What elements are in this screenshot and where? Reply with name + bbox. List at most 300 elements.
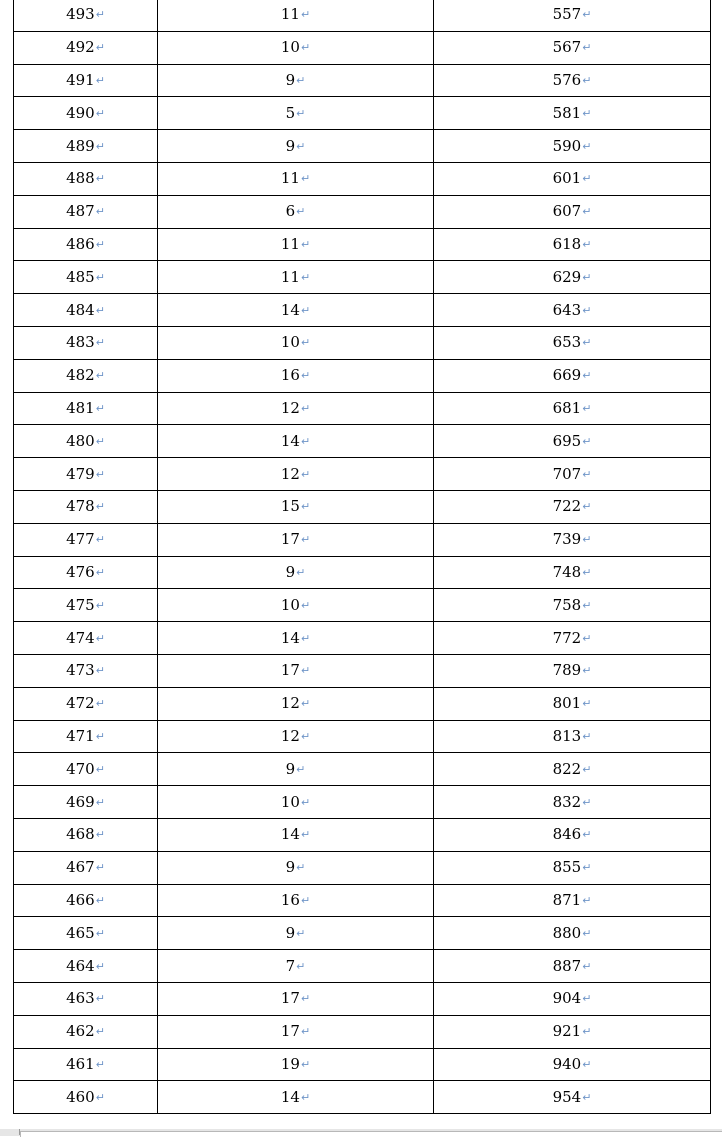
count-cell[interactable] (158, 950, 434, 983)
paragraph-mark-icon: ↵ (582, 533, 592, 547)
cell-value: 480 (66, 431, 95, 450)
paragraph-mark-icon: ↵ (296, 139, 306, 153)
cell-value: 470 (66, 759, 95, 778)
paragraph-mark-icon: ↵ (95, 926, 105, 940)
count-cell[interactable] (158, 917, 434, 950)
paragraph-mark-icon: ↵ (95, 205, 105, 219)
cumulative-cell[interactable] (434, 654, 711, 687)
cumulative-cell[interactable] (434, 130, 711, 163)
count-cell[interactable] (158, 523, 434, 556)
paragraph-mark-icon: ↵ (296, 73, 306, 87)
cumulative-cell[interactable] (434, 97, 711, 130)
paragraph-mark-icon: ↵ (300, 1057, 311, 1071)
table-row (14, 97, 711, 130)
cumulative-cell[interactable] (434, 1015, 711, 1048)
table-row (14, 687, 711, 720)
paragraph-mark-icon: ↵ (582, 1025, 592, 1039)
cell-value: 7 (285, 956, 296, 975)
score-cell[interactable] (14, 851, 158, 884)
cell-value: 490 (66, 103, 95, 122)
score-cell[interactable] (14, 1015, 158, 1048)
cell-value: 12 (280, 726, 300, 745)
paragraph-mark-icon: ↵ (296, 762, 306, 776)
paragraph-mark-icon: ↵ (300, 828, 311, 842)
cell-value: 481 (66, 398, 95, 417)
cumulative-cell[interactable] (434, 884, 711, 917)
table-row (14, 982, 711, 1015)
cell-value: 475 (66, 595, 95, 614)
paragraph-mark-icon: ↵ (582, 828, 592, 842)
cell-value: 462 (66, 1022, 95, 1041)
paragraph-mark-icon: ↵ (296, 205, 306, 219)
paragraph-mark-icon: ↵ (300, 533, 311, 547)
cell-value: 590 (552, 136, 582, 155)
paragraph-mark-icon: ↵ (95, 729, 105, 743)
paragraph-mark-icon: ↵ (95, 992, 105, 1006)
score-cell[interactable] (14, 982, 158, 1015)
cumulative-cell[interactable] (434, 1081, 711, 1114)
score-cell[interactable] (14, 950, 158, 983)
table-row (14, 162, 711, 195)
score-cell[interactable] (14, 64, 158, 97)
cell-value: 846 (552, 825, 582, 844)
score-cell[interactable] (14, 261, 158, 294)
cell-value: 487 (66, 202, 95, 221)
paragraph-mark-icon: ↵ (300, 893, 311, 907)
cell-value: 789 (552, 661, 582, 680)
paragraph-mark-icon: ↵ (296, 565, 306, 579)
cell-value: 17 (280, 661, 300, 680)
score-cell[interactable] (14, 458, 158, 491)
cell-value: 19 (280, 1054, 300, 1073)
cell-value: 11 (280, 234, 300, 253)
paragraph-mark-icon: ↵ (300, 729, 311, 743)
table-row (14, 589, 711, 622)
count-cell[interactable] (158, 753, 434, 786)
cell-value: 11 (280, 5, 300, 24)
score-cell[interactable] (14, 786, 158, 819)
table-row (14, 884, 711, 917)
score-cell[interactable] (14, 720, 158, 753)
paragraph-mark-icon: ↵ (296, 926, 306, 940)
paragraph-mark-icon: ↵ (582, 565, 592, 579)
paragraph-mark-icon: ↵ (300, 303, 311, 317)
count-cell[interactable] (158, 228, 434, 261)
cell-value: 707 (552, 464, 582, 483)
score-cell[interactable] (14, 0, 158, 31)
cell-value: 477 (66, 530, 95, 549)
cumulative-cell[interactable] (434, 622, 711, 655)
cell-value: 801 (552, 694, 582, 713)
score-cell[interactable] (14, 359, 158, 392)
paragraph-mark-icon: ↵ (95, 533, 105, 547)
paragraph-mark-icon: ↵ (95, 861, 105, 875)
score-cell[interactable] (14, 228, 158, 261)
cumulative-cell[interactable] (434, 786, 711, 819)
cumulative-cell[interactable] (434, 720, 711, 753)
score-cell[interactable] (14, 31, 158, 64)
cell-value: 17 (280, 989, 300, 1008)
cumulative-cell[interactable] (434, 490, 711, 523)
cumulative-cell[interactable] (434, 589, 711, 622)
cell-value: 6 (285, 202, 296, 221)
count-cell[interactable] (158, 392, 434, 425)
cell-value: 14 (280, 825, 300, 844)
score-cell[interactable] (14, 654, 158, 687)
table-row (14, 1081, 711, 1114)
cumulative-cell[interactable] (434, 458, 711, 491)
paragraph-mark-icon: ↵ (95, 237, 105, 251)
cell-value: 772 (552, 628, 582, 647)
paragraph-mark-icon: ↵ (582, 467, 592, 481)
cell-value: 9 (285, 923, 296, 942)
table-row (14, 359, 711, 392)
score-cell[interactable] (14, 490, 158, 523)
table-row (14, 818, 711, 851)
table-row (14, 195, 711, 228)
cell-value: 758 (552, 595, 582, 614)
cell-value: 10 (280, 333, 300, 352)
cell-value: 16 (280, 890, 300, 909)
count-cell[interactable] (158, 884, 434, 917)
paragraph-mark-icon: ↵ (95, 401, 105, 415)
paragraph-mark-icon: ↵ (95, 434, 105, 448)
paragraph-mark-icon: ↵ (95, 893, 105, 907)
cell-value: 482 (66, 366, 95, 385)
cell-value: 474 (66, 628, 95, 647)
cumulative-cell[interactable] (434, 917, 711, 950)
cell-value: 669 (552, 366, 582, 385)
cell-value: 464 (66, 956, 95, 975)
cumulative-cell[interactable] (434, 753, 711, 786)
count-cell[interactable] (158, 556, 434, 589)
count-cell[interactable] (158, 1015, 434, 1048)
paragraph-mark-icon: ↵ (582, 762, 592, 776)
count-cell[interactable] (158, 326, 434, 359)
next-page-edge (20, 1131, 722, 1137)
paragraph-mark-icon: ↵ (95, 336, 105, 350)
count-cell[interactable] (158, 818, 434, 851)
paragraph-mark-icon: ↵ (300, 237, 311, 251)
paragraph-mark-icon: ↵ (582, 1090, 592, 1104)
score-cell[interactable] (14, 884, 158, 917)
paragraph-mark-icon: ↵ (95, 1057, 105, 1071)
score-cell[interactable] (14, 162, 158, 195)
table-row (14, 326, 711, 359)
cell-value: 832 (552, 792, 582, 811)
cell-value: 14 (280, 1087, 300, 1106)
cell-value: 493 (66, 5, 95, 24)
cell-value: 722 (552, 497, 582, 516)
cell-value: 681 (552, 398, 582, 417)
paragraph-mark-icon: ↵ (582, 369, 592, 383)
score-cell[interactable] (14, 589, 158, 622)
score-cell[interactable] (14, 392, 158, 425)
paragraph-mark-icon: ↵ (582, 893, 592, 907)
table-row (14, 458, 711, 491)
count-cell[interactable] (158, 1048, 434, 1081)
cell-value: 855 (552, 858, 582, 877)
score-cell[interactable] (14, 523, 158, 556)
count-cell[interactable] (158, 195, 434, 228)
cell-value: 15 (280, 497, 300, 516)
cell-value: 10 (280, 595, 300, 614)
cell-value: 12 (280, 464, 300, 483)
score-distribution-table (13, 0, 711, 1114)
table-row (14, 64, 711, 97)
table-row (14, 0, 711, 31)
count-cell[interactable] (158, 589, 434, 622)
paragraph-mark-icon: ↵ (300, 41, 311, 55)
paragraph-mark-icon: ↵ (95, 565, 105, 579)
score-cell[interactable] (14, 195, 158, 228)
paragraph-mark-icon: ↵ (582, 598, 592, 612)
paragraph-mark-icon: ↵ (95, 369, 105, 383)
cumulative-cell[interactable] (434, 195, 711, 228)
paragraph-mark-icon: ↵ (95, 139, 105, 153)
count-cell[interactable] (158, 687, 434, 720)
count-cell[interactable] (158, 654, 434, 687)
paragraph-mark-icon: ↵ (300, 8, 311, 22)
paragraph-mark-icon: ↵ (296, 959, 306, 973)
count-cell[interactable] (158, 31, 434, 64)
score-cell[interactable] (14, 917, 158, 950)
cell-value: 567 (552, 38, 582, 57)
score-cell[interactable] (14, 622, 158, 655)
cell-value: 476 (66, 562, 95, 581)
cell-value: 5 (285, 103, 296, 122)
cell-value: 576 (552, 70, 582, 89)
paragraph-mark-icon: ↵ (582, 861, 592, 875)
table-row (14, 228, 711, 261)
cell-value: 871 (552, 890, 582, 909)
cumulative-cell[interactable] (434, 326, 711, 359)
count-cell[interactable] (158, 64, 434, 97)
cumulative-cell[interactable] (434, 294, 711, 327)
cell-value: 739 (552, 530, 582, 549)
cell-value: 9 (285, 858, 296, 877)
table-row (14, 261, 711, 294)
table-row (14, 654, 711, 687)
paragraph-mark-icon: ↵ (300, 500, 311, 514)
table-row (14, 720, 711, 753)
paragraph-mark-icon: ↵ (300, 992, 311, 1006)
cell-value: 813 (552, 726, 582, 745)
cumulative-cell[interactable] (434, 64, 711, 97)
cell-value: 489 (66, 136, 95, 155)
paragraph-mark-icon: ↵ (582, 106, 592, 120)
paragraph-mark-icon: ↵ (300, 467, 311, 481)
paragraph-mark-icon: ↵ (95, 664, 105, 678)
table-row (14, 917, 711, 950)
table-row (14, 753, 711, 786)
paragraph-mark-icon: ↵ (300, 1090, 311, 1104)
cell-value: 17 (280, 1022, 300, 1041)
paragraph-mark-icon: ↵ (300, 401, 311, 415)
paragraph-mark-icon: ↵ (95, 73, 105, 87)
count-cell[interactable] (158, 359, 434, 392)
paragraph-mark-icon: ↵ (300, 172, 311, 186)
cell-value: 822 (552, 759, 582, 778)
cell-value: 14 (280, 431, 300, 450)
paragraph-mark-icon: ↵ (300, 369, 311, 383)
cell-value: 629 (552, 267, 582, 286)
table-row (14, 1015, 711, 1048)
cumulative-cell[interactable] (434, 556, 711, 589)
cell-value: 465 (66, 923, 95, 942)
paragraph-mark-icon: ↵ (300, 795, 311, 809)
cell-value: 17 (280, 530, 300, 549)
cumulative-cell[interactable] (434, 851, 711, 884)
count-cell[interactable] (158, 0, 434, 31)
paragraph-mark-icon: ↵ (582, 992, 592, 1006)
paragraph-mark-icon: ↵ (582, 434, 592, 448)
count-cell[interactable] (158, 1081, 434, 1114)
paragraph-mark-icon: ↵ (300, 697, 311, 711)
score-cell[interactable] (14, 326, 158, 359)
cumulative-cell[interactable] (434, 687, 711, 720)
cumulative-cell[interactable] (434, 359, 711, 392)
count-cell[interactable] (158, 294, 434, 327)
cumulative-cell[interactable] (434, 31, 711, 64)
cumulative-cell[interactable] (434, 950, 711, 983)
cell-value: 479 (66, 464, 95, 483)
paragraph-mark-icon: ↵ (582, 139, 592, 153)
cumulative-cell[interactable] (434, 261, 711, 294)
score-cell[interactable] (14, 556, 158, 589)
paragraph-mark-icon: ↵ (95, 795, 105, 809)
paragraph-mark-icon: ↵ (582, 8, 592, 22)
cumulative-cell[interactable] (434, 228, 711, 261)
cell-value: 748 (552, 562, 582, 581)
score-cell[interactable] (14, 130, 158, 163)
cumulative-cell[interactable] (434, 0, 711, 31)
paragraph-mark-icon: ↵ (582, 795, 592, 809)
table-row (14, 31, 711, 64)
paragraph-mark-icon: ↵ (582, 401, 592, 415)
cumulative-cell[interactable] (434, 162, 711, 195)
paragraph-mark-icon: ↵ (300, 270, 311, 284)
paragraph-mark-icon: ↵ (95, 762, 105, 776)
table-row (14, 130, 711, 163)
paragraph-mark-icon: ↵ (296, 106, 306, 120)
paragraph-mark-icon: ↵ (582, 172, 592, 186)
cell-value: 695 (552, 431, 582, 450)
score-cell[interactable] (14, 687, 158, 720)
score-cell[interactable] (14, 818, 158, 851)
cell-value: 904 (552, 989, 582, 1008)
cumulative-cell[interactable] (434, 425, 711, 458)
cell-value: 10 (280, 38, 300, 57)
paragraph-mark-icon: ↵ (582, 926, 592, 940)
cell-value: 921 (552, 1022, 582, 1041)
cell-value: 468 (66, 825, 95, 844)
cell-value: 491 (66, 70, 95, 89)
cell-value: 12 (280, 694, 300, 713)
count-cell[interactable] (158, 622, 434, 655)
cell-value: 472 (66, 694, 95, 713)
paragraph-mark-icon: ↵ (95, 697, 105, 711)
cell-value: 463 (66, 989, 95, 1008)
count-cell[interactable] (158, 490, 434, 523)
paragraph-mark-icon: ↵ (95, 828, 105, 842)
paragraph-mark-icon: ↵ (95, 467, 105, 481)
paragraph-mark-icon: ↵ (95, 41, 105, 55)
cell-value: 601 (552, 169, 582, 188)
count-cell[interactable] (158, 851, 434, 884)
count-cell[interactable] (158, 162, 434, 195)
cell-value: 471 (66, 726, 95, 745)
table-row (14, 490, 711, 523)
cumulative-cell[interactable] (434, 818, 711, 851)
cell-value: 16 (280, 366, 300, 385)
paragraph-mark-icon: ↵ (95, 959, 105, 973)
cumulative-cell[interactable] (434, 392, 711, 425)
cell-value: 9 (285, 562, 296, 581)
score-cell[interactable] (14, 1081, 158, 1114)
count-cell[interactable] (158, 982, 434, 1015)
score-cell[interactable] (14, 1048, 158, 1081)
cell-value: 581 (552, 103, 582, 122)
cell-value: 11 (280, 169, 300, 188)
table-row (14, 392, 711, 425)
paragraph-mark-icon: ↵ (95, 172, 105, 186)
cumulative-cell[interactable] (434, 982, 711, 1015)
paragraph-mark-icon: ↵ (95, 270, 105, 284)
table-row (14, 523, 711, 556)
count-cell[interactable] (158, 786, 434, 819)
table-row (14, 851, 711, 884)
cell-value: 880 (552, 923, 582, 942)
paragraph-mark-icon: ↵ (296, 861, 306, 875)
cell-value: 12 (280, 398, 300, 417)
cell-value: 11 (280, 267, 300, 286)
cell-value: 643 (552, 300, 582, 319)
table-body (14, 0, 711, 1114)
count-cell[interactable] (158, 458, 434, 491)
paragraph-mark-icon: ↵ (95, 106, 105, 120)
table-row (14, 786, 711, 819)
cell-value: 492 (66, 38, 95, 57)
paragraph-mark-icon: ↵ (582, 500, 592, 514)
score-cell[interactable] (14, 753, 158, 786)
score-cell[interactable] (14, 425, 158, 458)
count-cell[interactable] (158, 720, 434, 753)
count-cell[interactable] (158, 130, 434, 163)
cell-value: 14 (280, 628, 300, 647)
cell-value: 653 (552, 333, 582, 352)
cumulative-cell[interactable] (434, 523, 711, 556)
paragraph-mark-icon: ↵ (95, 1090, 105, 1104)
cell-value: 467 (66, 858, 95, 877)
count-cell[interactable] (158, 261, 434, 294)
score-cell[interactable] (14, 294, 158, 327)
cell-value: 486 (66, 234, 95, 253)
paragraph-mark-icon: ↵ (95, 631, 105, 645)
paragraph-mark-icon: ↵ (300, 1025, 311, 1039)
count-cell[interactable] (158, 425, 434, 458)
paragraph-mark-icon: ↵ (95, 1025, 105, 1039)
paragraph-mark-icon: ↵ (582, 729, 592, 743)
count-cell[interactable] (158, 97, 434, 130)
score-cell[interactable] (14, 97, 158, 130)
paragraph-mark-icon: ↵ (95, 8, 105, 22)
cumulative-cell[interactable] (434, 1048, 711, 1081)
cell-value: 9 (285, 759, 296, 778)
paragraph-mark-icon: ↵ (582, 959, 592, 973)
paragraph-mark-icon: ↵ (582, 1057, 592, 1071)
paragraph-mark-icon: ↵ (582, 73, 592, 87)
